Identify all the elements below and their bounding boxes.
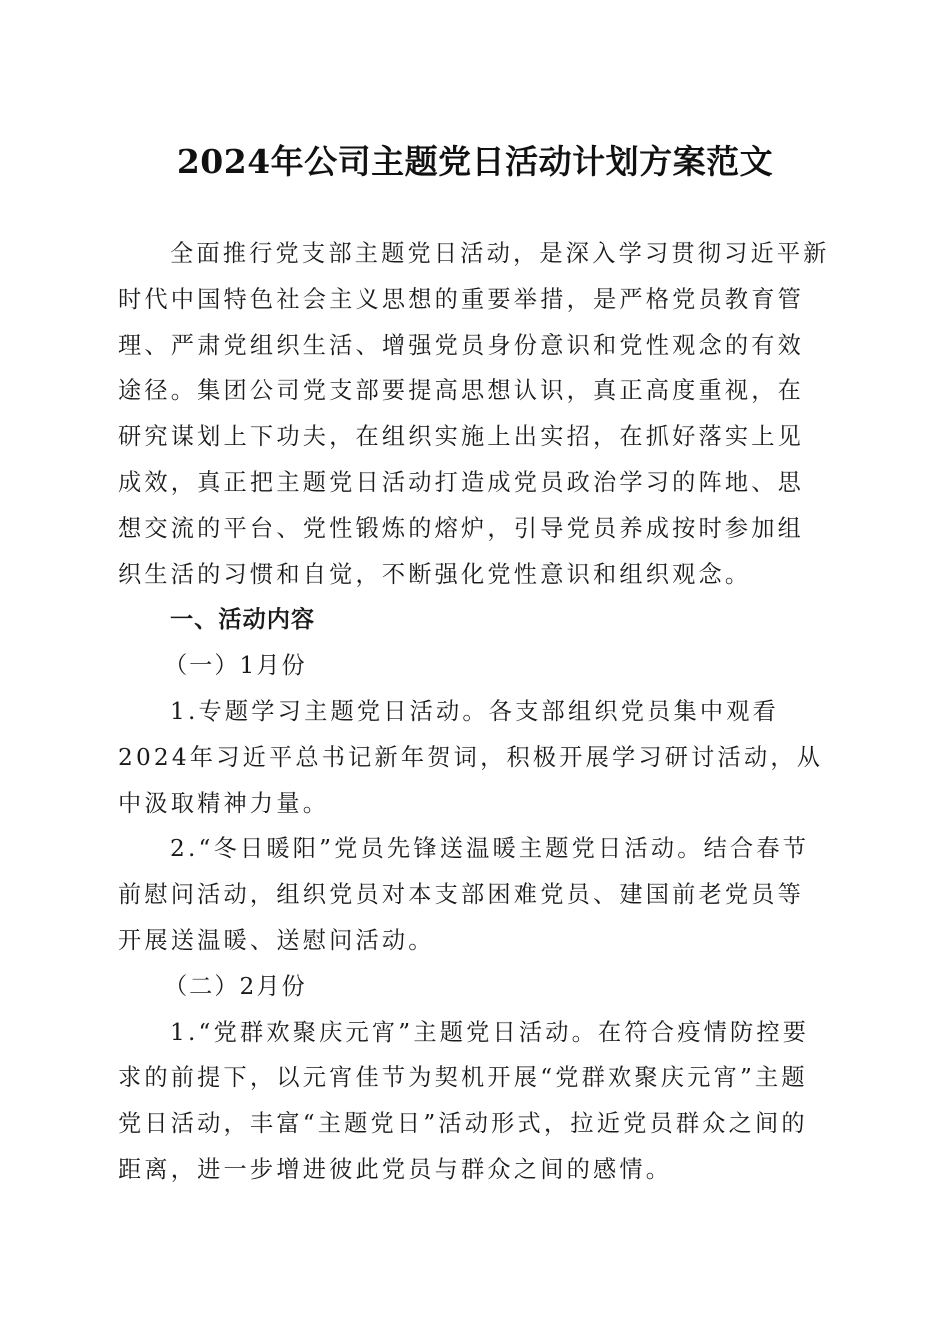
february-item-1: 1.“党群欢聚庆元宵”主题党日活动。在符合疫情防控要求的前提下，以元宵佳节为契机开展“党群欢聚庆元宵”主题党日活动，丰富“主题党日”活动形式，拉近党员群众之间的距离，进一步增进彼此党员与群众之间的感情。 [118,1018,810,1183]
document-title: 2024年公司主题党日活动计划方案范文 [176,142,774,181]
january-item-1: 1.专题学习主题党日活动。各支部组织党员集中观看2024年习近平总书记新年贺词，积极开展学习研讨活动，从中汲取精神力量。 [118,697,824,817]
subheading-january: （一）1月份 [164,652,307,680]
section-heading-activity-content: 一、活动内容 [170,606,316,634]
intro-paragraph: 全面推行党支部主题党日活动，是深入学习贯彻习近平新时代中国特色社会主义思想的重要举措，是严格党员教育管理、严肃党组织生活、增强党员身份意识和党性观念的有效途径。集团公司党支部要提高思想认识，真正高度重视，在研究谋划上下功夫，在组织实施上出实招，在抓好落实上见成效，真正把主题党日活动打造成党员政治学习的阵地、思想交流的平台、党性锻炼的熔炉，引导党员养成按时参加组织生活的习惯和自觉，不断强化党性意识和组织观念。 [118,240,830,588]
subheading-february: （二）2月份 [164,972,307,1000]
january-item-2: 2.“冬日暖阳”党员先锋送温暖主题党日活动。结合春节前慰问活动，组织党员对本支部困难党员、建国前老党员等开展送温暖、送慰问活动。 [118,835,810,954]
document-body [118,231,830,1193]
